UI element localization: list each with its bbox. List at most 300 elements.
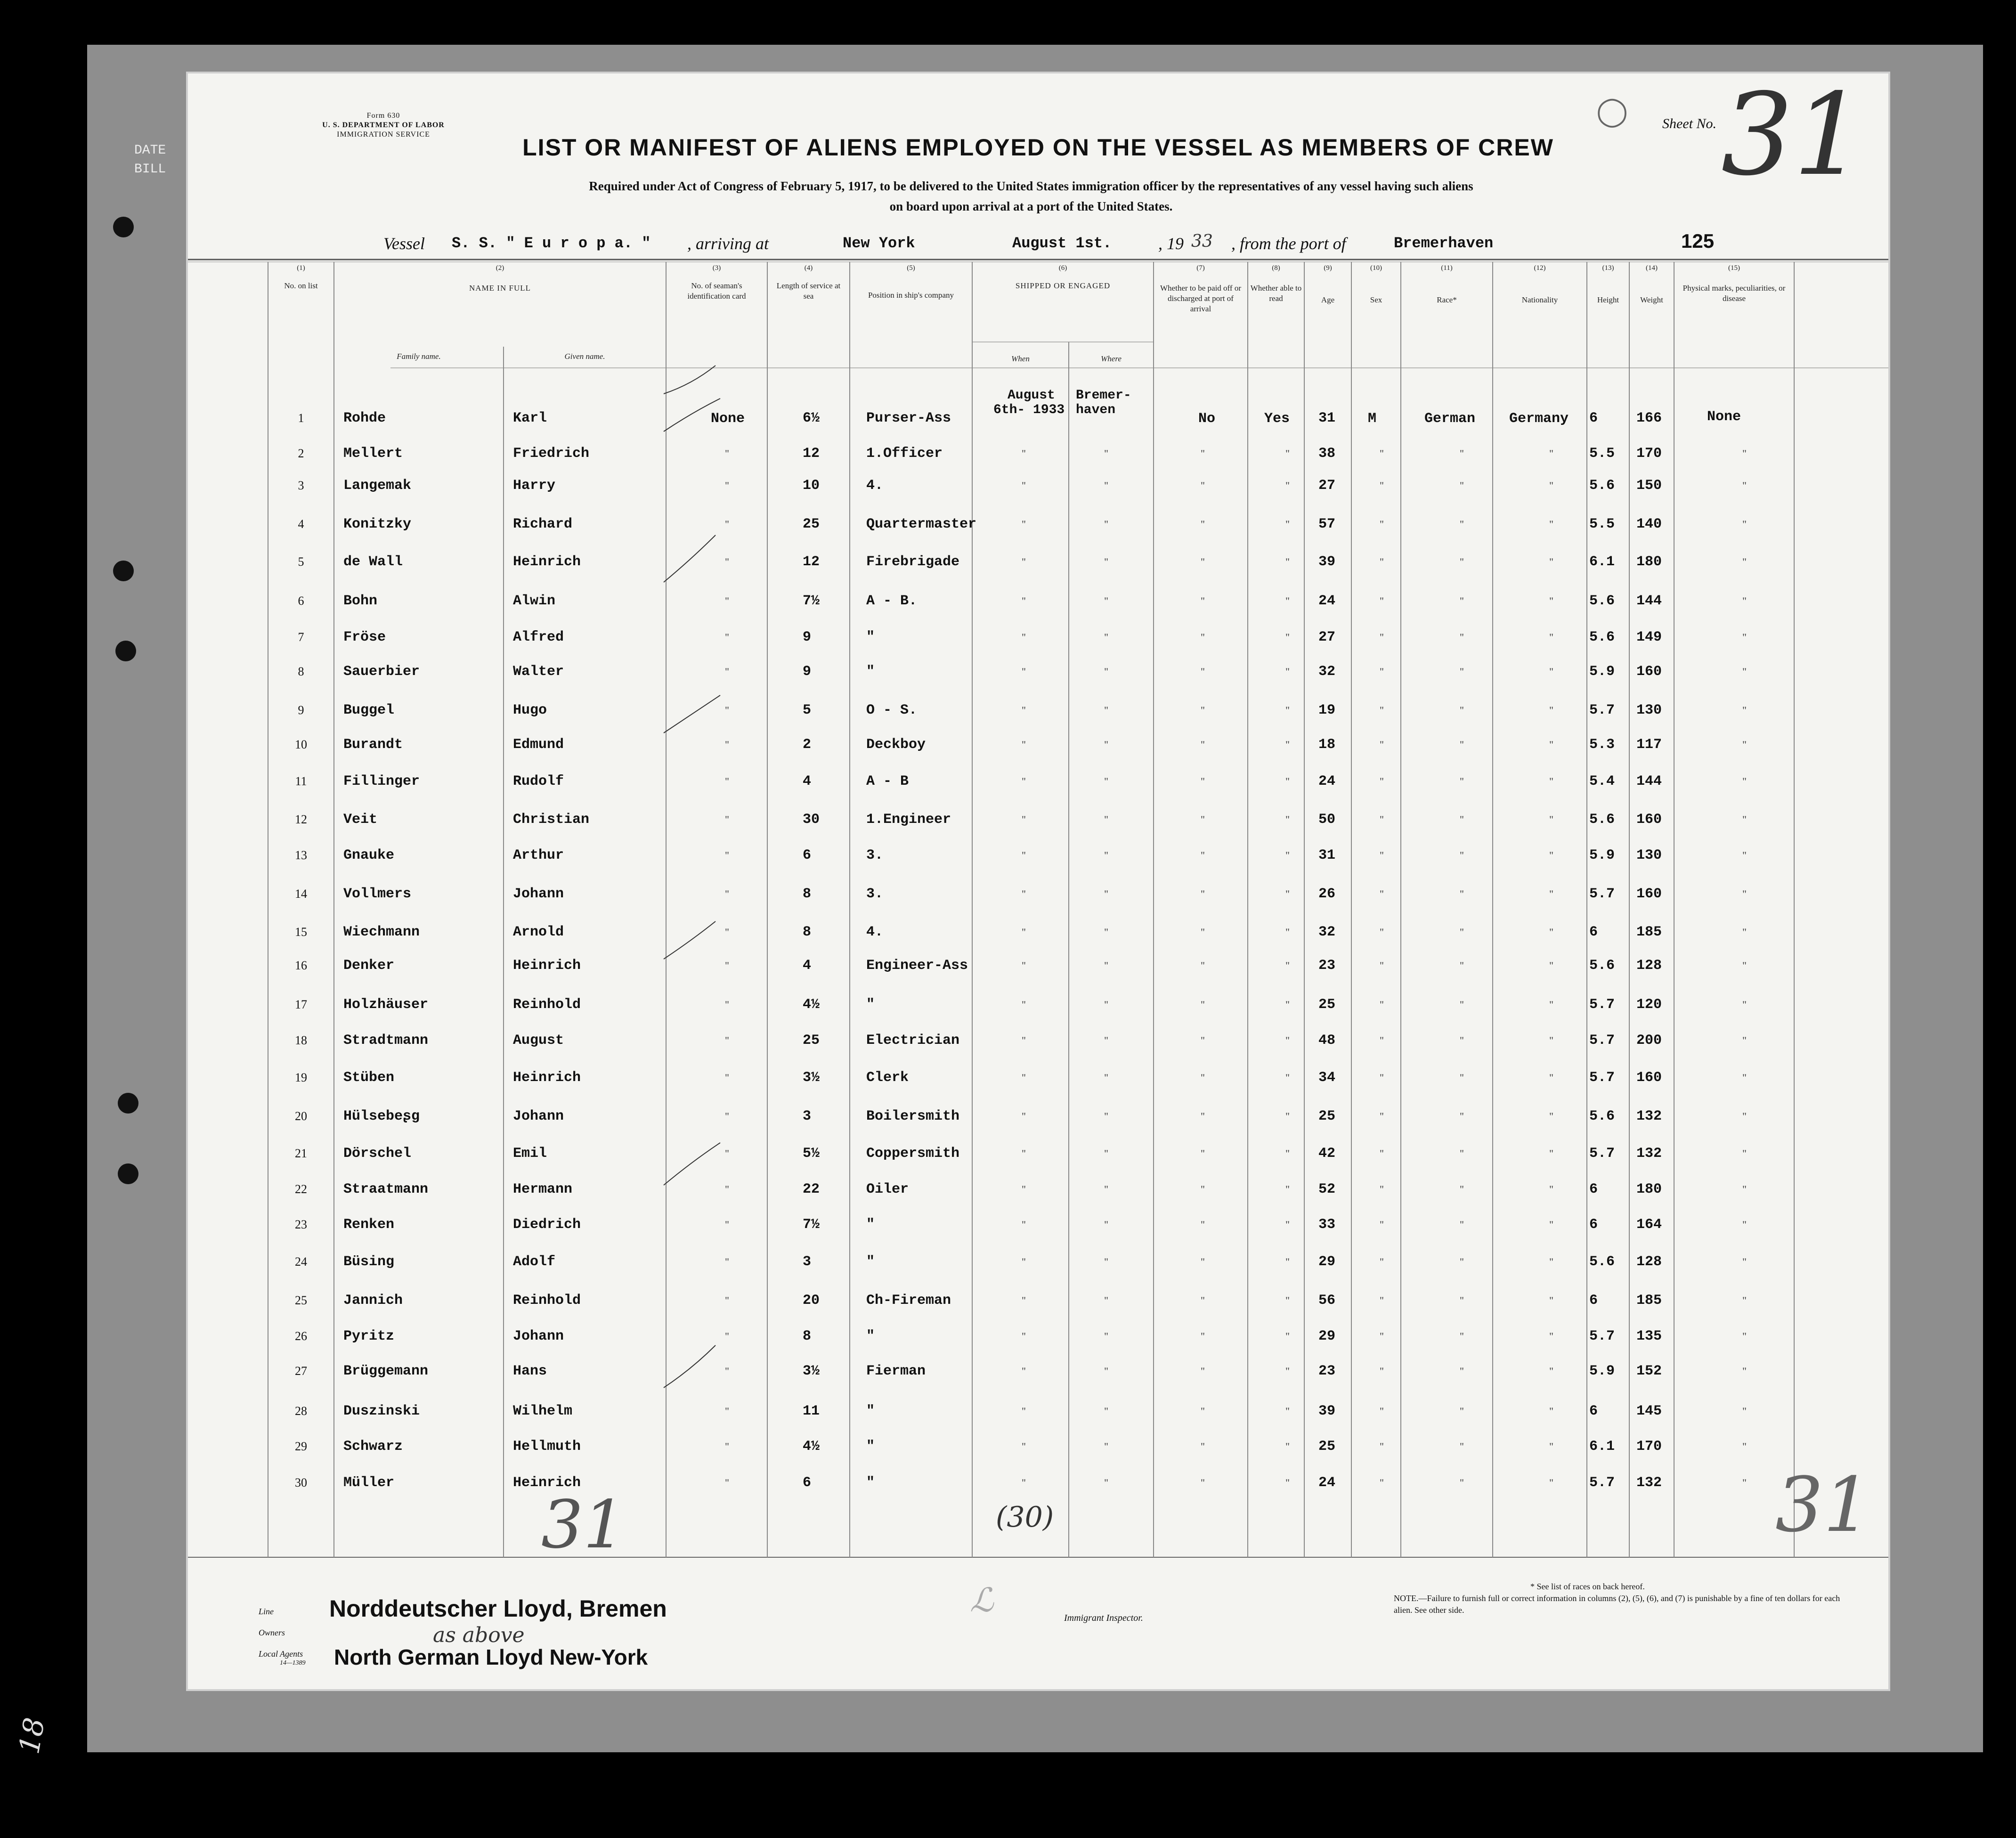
ditto-mark: ": [725, 704, 729, 716]
ditto-mark: ": [1460, 739, 1464, 750]
ditto-mark: ": [1201, 1477, 1205, 1488]
service: IMMIGRATION SERVICE: [337, 130, 430, 138]
ditto-mark: ": [1285, 518, 1290, 530]
cell-position: Firebrigade: [866, 554, 960, 570]
ditto-mark: ": [1104, 849, 1108, 861]
cell-family: Sauerbier: [343, 664, 420, 680]
ditto-mark: ": [1460, 999, 1464, 1010]
ditto-mark: ": [1380, 556, 1384, 568]
cell-given: Alwin: [513, 593, 556, 609]
cell-weight: 164: [1636, 1217, 1662, 1233]
ditto-mark: ": [1285, 739, 1290, 750]
cell-position: Engineer-Ass: [866, 958, 968, 974]
cell-given: Walter: [513, 664, 564, 680]
ditto-mark: ": [1460, 1294, 1464, 1306]
cell-height: 5.7: [1589, 997, 1615, 1013]
ditto-mark: ": [1380, 1110, 1384, 1122]
ditto-mark: ": [1285, 1072, 1290, 1083]
cell-position: ": [866, 1403, 875, 1419]
cell-given: Christian: [513, 812, 590, 828]
ditto-mark: ": [1285, 447, 1290, 459]
cell-family: Gnauke: [343, 847, 395, 863]
cell-position: ": [866, 1328, 875, 1344]
cell-weight: 130: [1636, 702, 1662, 718]
cell-family: Rohde: [343, 410, 386, 426]
shipped-when-line: August: [1008, 388, 1055, 403]
ditto-mark: ": [1380, 813, 1384, 825]
ditto-mark: ": [1460, 666, 1464, 677]
header-able-to-read: Whether able to read: [1250, 284, 1302, 303]
owners-value: as above: [433, 1623, 525, 1647]
id-card-value: None: [711, 411, 745, 427]
ditto-mark: ": [1022, 1477, 1026, 1488]
cell-family: Mellert: [343, 446, 403, 462]
cell-family: Langemak: [343, 478, 412, 494]
cell-service: 25: [803, 1033, 820, 1049]
cell-given: Hellmuth: [513, 1439, 581, 1455]
column-number: (9): [1324, 264, 1332, 272]
cell-given: Hermann: [513, 1181, 573, 1197]
ditto-mark: ": [1549, 595, 1553, 607]
ditto-mark: ": [1380, 518, 1384, 530]
cell-height: 5.4: [1589, 773, 1615, 789]
header-id-card: No. of seaman's identification card: [687, 281, 746, 301]
cell-service: 2: [803, 737, 812, 753]
department: U. S. DEPARTMENT OF LABOR: [322, 121, 445, 129]
row-number: 10: [295, 738, 307, 751]
column-number: (2): [496, 264, 504, 272]
ditto-mark: ": [725, 775, 729, 787]
ditto-mark: ": [1742, 518, 1747, 530]
cell-given: Johann: [513, 1108, 564, 1124]
cell-age: 26: [1318, 886, 1336, 902]
row-number: 30: [295, 1476, 307, 1489]
cell-weight: 128: [1636, 1254, 1662, 1270]
ditto-mark: ": [1549, 1147, 1553, 1159]
ditto-mark: ": [1460, 1183, 1464, 1195]
cell-age: 52: [1318, 1181, 1336, 1197]
cell-family: Wiechmann: [343, 924, 420, 940]
cell-given: Arthur: [513, 847, 564, 863]
ditto-mark: ": [1104, 1405, 1108, 1417]
cell-age: 56: [1318, 1293, 1336, 1309]
cell-weight: 144: [1636, 593, 1662, 609]
ditto-mark: ": [1380, 595, 1384, 607]
ditto-mark: ": [1201, 595, 1205, 607]
ditto-mark: ": [1742, 775, 1747, 787]
cell-position: Oiler: [866, 1181, 909, 1197]
cell-given: Richard: [513, 516, 573, 532]
ditto-mark: ": [1380, 1219, 1384, 1230]
cell-service: 7½: [803, 593, 820, 609]
ditto-mark: ": [1742, 666, 1747, 677]
row-number: 22: [295, 1182, 307, 1196]
cell-age: 25: [1318, 1439, 1336, 1455]
ditto-mark: ": [1380, 631, 1384, 643]
ditto-mark: ": [1549, 480, 1553, 491]
year-prefix: , 19: [1158, 234, 1184, 253]
ditto-mark: ": [1104, 595, 1108, 607]
ditto-mark: ": [1460, 447, 1464, 459]
local-agents-label-text: Local Agents: [259, 1649, 303, 1659]
cell-height: 5.7: [1589, 1033, 1615, 1049]
ditto-mark: ": [1460, 813, 1464, 825]
cell-given: August: [513, 1033, 564, 1049]
cell-position: ": [866, 1475, 875, 1491]
row-number: 3: [298, 479, 304, 492]
cell-weight: 144: [1636, 773, 1662, 789]
cell-age: 27: [1318, 478, 1336, 494]
ditto-mark: ": [1380, 1034, 1384, 1046]
ditto-mark: ": [725, 960, 729, 971]
cell-height: 5.7: [1589, 1146, 1615, 1162]
column-number: (5): [907, 264, 915, 272]
cell-given: Edmund: [513, 737, 564, 753]
edge-stamp-line: DATE: [134, 143, 166, 158]
cell-family: Schwarz: [343, 1439, 403, 1455]
cell-given: Reinhold: [513, 1293, 581, 1309]
page-title: LIST OR MANIFEST OF ALIENS EMPLOYED ON THE VESSEL AS MEMBERS OF CREW: [522, 134, 1554, 161]
cell-weight: 160: [1636, 812, 1662, 828]
arriving-label: , arriving at: [687, 234, 769, 253]
ditto-mark: ": [1201, 926, 1205, 938]
ditto-mark: ": [1022, 1183, 1026, 1195]
ditto-mark: ": [1380, 1440, 1384, 1452]
ditto-mark: ": [1742, 704, 1747, 716]
ditto-mark: ": [725, 447, 729, 459]
ditto-mark: ": [1201, 1365, 1205, 1377]
ditto-mark: ": [1022, 1330, 1026, 1342]
ditto-mark: ": [1022, 926, 1026, 938]
able-to-read-value: Yes: [1264, 411, 1290, 427]
footnote-penalty: NOTE.—Failure to furnish full or correct information in columns (2), (5), (6), and (7) is punishable by a fine of ten dollars for each alien. See other side.: [1394, 1594, 1840, 1615]
cell-given: Emil: [513, 1146, 547, 1162]
cell-position: 1.Officer: [866, 446, 943, 462]
ditto-mark: ": [1201, 1110, 1205, 1122]
ditto-mark: ": [1285, 1110, 1290, 1122]
ditto-mark: ": [1549, 888, 1553, 900]
ditto-mark: ": [1022, 447, 1026, 459]
cell-service: 9: [803, 629, 812, 645]
row-number: 16: [295, 959, 307, 972]
ditto-mark: ": [1742, 447, 1747, 459]
cell-age: 19: [1318, 702, 1336, 718]
ditto-mark: ": [1104, 813, 1108, 825]
cell-service: 4: [803, 773, 812, 789]
cell-weight: 170: [1636, 1439, 1662, 1455]
cell-position: Fierman: [866, 1363, 926, 1379]
row-number: 12: [295, 813, 307, 826]
ditto-mark: ": [1380, 926, 1384, 938]
cell-service: 8: [803, 924, 812, 940]
arrival-year: 33: [1191, 232, 1213, 251]
ditto-mark: ": [1380, 1294, 1384, 1306]
ditto-mark: ": [1380, 849, 1384, 861]
ditto-mark: ": [1460, 1110, 1464, 1122]
cell-given: Karl: [513, 410, 547, 426]
cell-given: Alfred: [513, 629, 564, 645]
ditto-mark: ": [1380, 960, 1384, 971]
cell-family: Fröse: [343, 629, 386, 645]
cell-family: Denker: [343, 958, 395, 974]
cell-height: 5.9: [1589, 847, 1615, 863]
ditto-mark: ": [1742, 1072, 1747, 1083]
ditto-mark: ": [1022, 1256, 1026, 1268]
column-number: (15): [1728, 264, 1740, 272]
cell-weight: 160: [1636, 664, 1662, 680]
ditto-mark: ": [1201, 704, 1205, 716]
ditto-mark: ": [1380, 1330, 1384, 1342]
ditto-mark: ": [725, 739, 729, 750]
cell-position: ": [866, 1217, 875, 1233]
line-label: Line: [259, 1607, 274, 1616]
column-number: (11): [1441, 264, 1453, 272]
cell-given: Wilhelm: [513, 1403, 573, 1419]
cell-service: 6: [803, 1475, 812, 1491]
ditto-mark: ": [725, 1147, 729, 1159]
arrival-date: August 1st.: [1012, 235, 1112, 252]
ditto-mark: ": [1104, 926, 1108, 938]
ditto-mark: ": [1201, 1294, 1205, 1306]
ditto-mark: ": [1201, 1183, 1205, 1195]
row-number: 15: [295, 925, 307, 939]
ditto-mark: ": [725, 1477, 729, 1488]
shipped-where-line: haven: [1076, 403, 1116, 417]
cell-position: A - B: [866, 773, 909, 789]
sex-value: M: [1368, 411, 1377, 427]
cell-position: 4.: [866, 924, 884, 940]
header-physical-marks: Physical marks, peculiarities, or disease: [1683, 284, 1786, 303]
column-number: (13): [1602, 264, 1614, 272]
ditto-mark: ": [1104, 1477, 1108, 1488]
cell-given: Diedrich: [513, 1217, 581, 1233]
row-number: 19: [295, 1071, 307, 1084]
cell-service: 9: [803, 664, 812, 680]
cell-height: 5.7: [1589, 1475, 1615, 1491]
ditto-mark: ": [1285, 1219, 1290, 1230]
ditto-mark: ": [1460, 631, 1464, 643]
ditto-mark: ": [1285, 999, 1290, 1010]
shipped-where-line: Bremer-: [1076, 388, 1131, 403]
row-number: 4: [298, 517, 304, 531]
cell-position: ": [866, 664, 875, 680]
cell-service: 12: [803, 554, 820, 570]
ditto-mark: ": [1104, 518, 1108, 530]
column-number: (6): [1058, 264, 1067, 272]
vessel-name: S. S. " E u r o p a. ": [452, 235, 651, 252]
ditto-mark: ": [1549, 849, 1553, 861]
cell-service: 6: [803, 847, 812, 863]
ditto-mark: ": [1201, 888, 1205, 900]
cell-family: Stüben: [343, 1070, 395, 1086]
ditto-mark: ": [1742, 1405, 1747, 1417]
cell-height: 5.3: [1589, 737, 1615, 753]
cell-service: 11: [803, 1403, 820, 1419]
cell-service: 8: [803, 1328, 812, 1344]
cell-family: Duszinski: [343, 1403, 420, 1419]
cell-age: 25: [1318, 1108, 1336, 1124]
cell-height: 6.1: [1589, 554, 1615, 570]
cell-weight: 185: [1636, 924, 1662, 940]
ditto-mark: ": [1380, 1072, 1384, 1083]
cell-age: 48: [1318, 1033, 1336, 1049]
cell-weight: 170: [1636, 446, 1662, 462]
table-grid: [188, 69, 1888, 1689]
ditto-mark: ": [1742, 1365, 1747, 1377]
ditto-mark: ": [1104, 704, 1108, 716]
cell-weight: 180: [1636, 554, 1662, 570]
cell-service: 4½: [803, 1439, 820, 1455]
header-paid-off: Whether to be paid off or discharged at port of arrival: [1160, 284, 1241, 313]
ditto-mark: ": [1549, 1294, 1553, 1306]
ditto-mark: ": [1104, 666, 1108, 677]
ditto-mark: ": [1201, 739, 1205, 750]
ditto-mark: ": [1022, 1440, 1026, 1452]
ditto-mark: ": [1201, 1147, 1205, 1159]
ditto-mark: ": [1285, 960, 1290, 971]
cell-given: Heinrich: [513, 554, 581, 570]
row-number: 17: [295, 998, 307, 1011]
owners-label: Owners: [259, 1628, 285, 1637]
ditto-mark: ": [1380, 888, 1384, 900]
ditto-mark: ": [1022, 480, 1026, 491]
cell-age: 32: [1318, 664, 1336, 680]
ditto-mark: ": [1549, 1256, 1553, 1268]
cell-age: 29: [1318, 1254, 1336, 1270]
cell-given: Johann: [513, 886, 564, 902]
ditto-mark: ": [1549, 926, 1553, 938]
ditto-mark: ": [725, 1219, 729, 1230]
ditto-mark: ": [1742, 1294, 1747, 1306]
ditto-mark: ": [1201, 849, 1205, 861]
cell-given: Heinrich: [513, 958, 581, 974]
header-race: Race*: [1437, 295, 1457, 304]
physical-marks-value: None: [1707, 409, 1741, 425]
row-number: 29: [295, 1439, 307, 1453]
ditto-mark: ": [1549, 739, 1553, 750]
ditto-mark: ": [1104, 1365, 1108, 1377]
ditto-mark: ": [1285, 1477, 1290, 1488]
cell-given: Reinhold: [513, 997, 581, 1013]
cell-height: 6: [1589, 410, 1598, 426]
row-number: 9: [298, 703, 304, 717]
vessel-label: Vessel: [383, 234, 425, 253]
cell-age: 31: [1318, 410, 1336, 426]
column-number: (10): [1370, 264, 1382, 272]
cell-height: 5.6: [1589, 1254, 1615, 1270]
ditto-mark: ": [1104, 480, 1108, 491]
cell-weight: 135: [1636, 1328, 1662, 1344]
cell-service: 3½: [803, 1363, 820, 1379]
cell-family: Jannich: [343, 1293, 403, 1309]
cell-height: 6.1: [1589, 1439, 1615, 1455]
cell-position: ": [866, 1254, 875, 1270]
ditto-mark: ": [1104, 1110, 1108, 1122]
row-number: 25: [295, 1293, 307, 1307]
ditto-mark: ": [1022, 739, 1026, 750]
cell-age: 42: [1318, 1146, 1336, 1162]
cell-weight: 128: [1636, 958, 1662, 974]
ditto-mark: ": [725, 518, 729, 530]
ditto-mark: ": [1104, 447, 1108, 459]
row-number: 1: [298, 411, 304, 425]
cell-weight: 130: [1636, 847, 1662, 863]
cell-family: de Wall: [343, 554, 403, 570]
margin-number-right: 31: [1775, 1461, 1871, 1549]
cell-age: 24: [1318, 773, 1336, 789]
ditto-mark: ": [1022, 775, 1026, 787]
ditto-mark: ": [1104, 1330, 1108, 1342]
row-number: 26: [295, 1329, 307, 1343]
ditto-mark: ": [1549, 1034, 1553, 1046]
ditto-mark: ": [1742, 888, 1747, 900]
ditto-mark: ": [1549, 704, 1553, 716]
cell-age: 39: [1318, 1403, 1336, 1419]
ditto-mark: ": [1022, 888, 1026, 900]
ditto-mark: ": [1201, 999, 1205, 1010]
cell-family: Brüggemann: [343, 1363, 429, 1379]
ditto-mark: ": [1201, 1072, 1205, 1083]
footnotes: [1389, 1581, 1860, 1616]
ditto-mark: ": [1742, 595, 1747, 607]
local-agents-code: 14—1389: [280, 1659, 306, 1667]
ditto-mark: ": [725, 1183, 729, 1195]
row-number: 24: [295, 1255, 307, 1269]
cell-family: Konitzky: [343, 516, 412, 532]
ditto-mark: ": [1285, 1147, 1290, 1159]
ditto-mark: ": [1022, 704, 1026, 716]
cell-age: 24: [1318, 1475, 1336, 1491]
ditto-mark: ": [1380, 775, 1384, 787]
cell-height: 5.9: [1589, 664, 1615, 680]
ditto-mark: ": [1460, 775, 1464, 787]
row-number: 11: [295, 774, 307, 788]
row-number: 27: [295, 1364, 307, 1378]
ditto-mark: ": [1104, 1219, 1108, 1230]
cell-weight: 132: [1636, 1108, 1662, 1124]
ditto-mark: ": [1201, 960, 1205, 971]
cell-weight: 117: [1636, 737, 1662, 753]
cell-height: 6: [1589, 1181, 1598, 1197]
ditto-mark: ": [1285, 704, 1290, 716]
cell-weight: 166: [1636, 410, 1662, 426]
cell-height: 5.6: [1589, 629, 1615, 645]
ditto-mark: ": [1285, 1034, 1290, 1046]
ditto-mark: ": [1742, 1440, 1747, 1452]
cell-given: Rudolf: [513, 773, 564, 789]
ditto-mark: ": [1460, 518, 1464, 530]
cell-service: 3½: [803, 1070, 820, 1086]
ditto-mark: ": [1285, 1365, 1290, 1377]
cell-service: 4½: [803, 997, 820, 1013]
cell-age: 33: [1318, 1217, 1336, 1233]
cell-height: 6: [1589, 1217, 1598, 1233]
row-number: 21: [295, 1147, 307, 1160]
cell-weight: 132: [1636, 1146, 1662, 1162]
margin-number: 31: [541, 1487, 626, 1563]
header-when: When: [1011, 354, 1030, 363]
ditto-mark: ": [725, 849, 729, 861]
ditto-mark: ": [1285, 926, 1290, 938]
ditto-mark: ": [1285, 849, 1290, 861]
ditto-mark: ": [1022, 1034, 1026, 1046]
ditto-mark: ": [1201, 1219, 1205, 1230]
ditto-mark: ": [1022, 1294, 1026, 1306]
ditto-mark: ": [1022, 1147, 1026, 1159]
ditto-mark: ": [1285, 480, 1290, 491]
binder-hole: [115, 641, 136, 661]
edge-mark: 18: [13, 1715, 52, 1757]
